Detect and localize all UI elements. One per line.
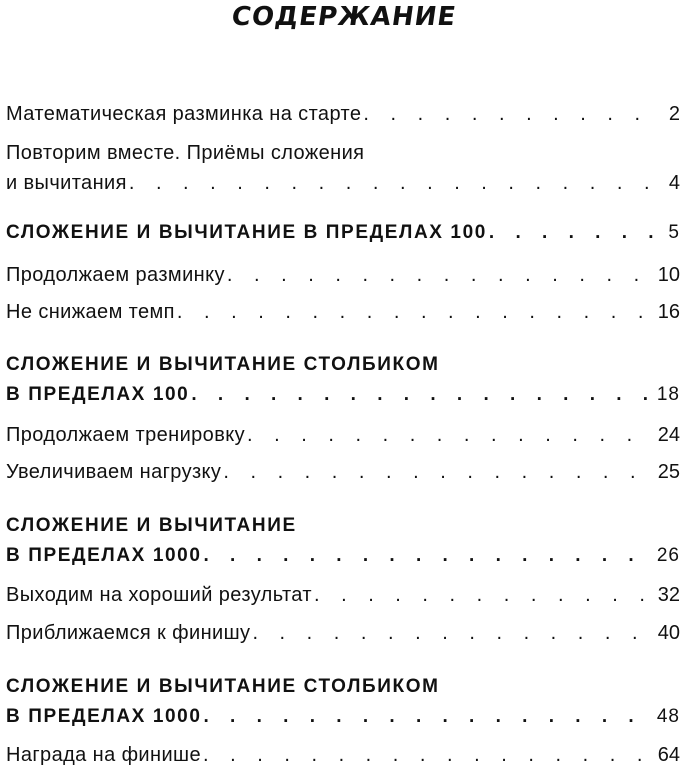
toc-entry — [6, 740, 680, 770]
toc-entry — [6, 260, 680, 290]
dot-leader — [314, 580, 654, 610]
dot-leader — [363, 99, 654, 129]
toc-page-number: 10 — [657, 264, 680, 286]
toc-entry-line — [6, 260, 680, 290]
toc-page-number: 18 — [656, 384, 680, 405]
dot-leader — [191, 380, 653, 410]
toc-entry-title: Награда на финише — [6, 744, 201, 766]
toc-entry-title: Математическая разминка на старте — [6, 103, 362, 125]
toc-entry — [6, 138, 680, 198]
toc-entry-title: Не снижаем темп — [6, 301, 175, 323]
toc-entry-line — [6, 740, 680, 770]
dot-leader — [203, 740, 654, 770]
toc-entry-title: Увеличиваем нагрузку — [6, 461, 222, 483]
toc-section-title: В ПРЕДЕЛАХ 1000 — [6, 545, 202, 566]
dot-leader — [203, 702, 652, 732]
toc-section-entry — [6, 218, 680, 248]
toc-entry-title: Выходим на хороший результат — [6, 584, 312, 606]
toc-entry — [6, 618, 680, 648]
toc-entry-line — [6, 218, 680, 248]
toc-entry-title: Продолжаем тренировку — [6, 424, 246, 446]
toc-section-entry — [6, 350, 680, 410]
toc-entry-line — [6, 297, 680, 327]
toc-entry — [6, 99, 680, 129]
toc-section-title: В ПРЕДЕЛАХ 1000 — [6, 706, 202, 727]
dot-leader — [247, 420, 654, 450]
toc-page-number: 48 — [656, 706, 680, 727]
toc-section-title: В ПРЕДЕЛАХ 100 — [6, 384, 190, 405]
toc-entry — [6, 580, 680, 610]
toc-section-title-line: СЛОЖЕНИЕ И ВЫЧИТАНИЕ СТОЛБИКОМ — [6, 354, 440, 375]
toc-entry-line — [6, 541, 680, 571]
toc-section-entry — [6, 672, 680, 732]
dot-leader — [223, 457, 653, 487]
toc-page-number: 24 — [657, 424, 680, 446]
toc-entry-title: и вычитания — [6, 172, 127, 194]
toc-entry-line — [6, 457, 680, 487]
page-title: СОДЕРЖАНИЕ — [229, 2, 459, 32]
toc-page-number: 40 — [657, 622, 680, 644]
toc-page-number: 32 — [657, 584, 680, 606]
toc-entry-line — [6, 702, 680, 732]
toc-page-number: 64 — [657, 744, 680, 766]
dot-leader — [177, 297, 654, 327]
toc-entry-title-line: Повторим вместе. Приёмы сложения — [6, 142, 365, 164]
dot-leader — [129, 168, 654, 198]
dot-leader — [252, 618, 653, 648]
toc-page-number: 2 — [668, 103, 680, 125]
toc-entry-line — [6, 618, 680, 648]
toc-section-title-line: СЛОЖЕНИЕ И ВЫЧИТАНИЕ — [6, 515, 297, 536]
toc-page-number: 16 — [657, 301, 680, 323]
toc-section-entry — [6, 511, 680, 571]
toc-page-number: 26 — [656, 545, 680, 566]
toc-entry-line — [6, 380, 680, 410]
toc-entry-line — [6, 580, 680, 610]
dot-leader — [227, 260, 654, 290]
dot-leader — [203, 541, 652, 571]
toc-page-number: 4 — [668, 172, 680, 194]
toc-entry — [6, 420, 680, 450]
toc-entry-line — [6, 99, 680, 129]
toc-entry — [6, 297, 680, 327]
toc-page-number: 5 — [668, 222, 680, 243]
toc-entry-title: Приближаемся к финишу — [6, 622, 251, 644]
toc-page-number: 25 — [657, 461, 680, 483]
toc-entry-title: Продолжаем разминку — [6, 264, 225, 286]
toc-entry-line — [6, 168, 680, 198]
toc-entry-line — [6, 420, 680, 450]
toc-entry — [6, 457, 680, 487]
toc-section-title-line: СЛОЖЕНИЕ И ВЫЧИТАНИЕ СТОЛБИКОМ — [6, 676, 440, 697]
toc-section-title: СЛОЖЕНИЕ И ВЫЧИТАНИЕ В ПРЕДЕЛАХ 100 — [6, 222, 487, 243]
dot-leader — [489, 218, 654, 248]
